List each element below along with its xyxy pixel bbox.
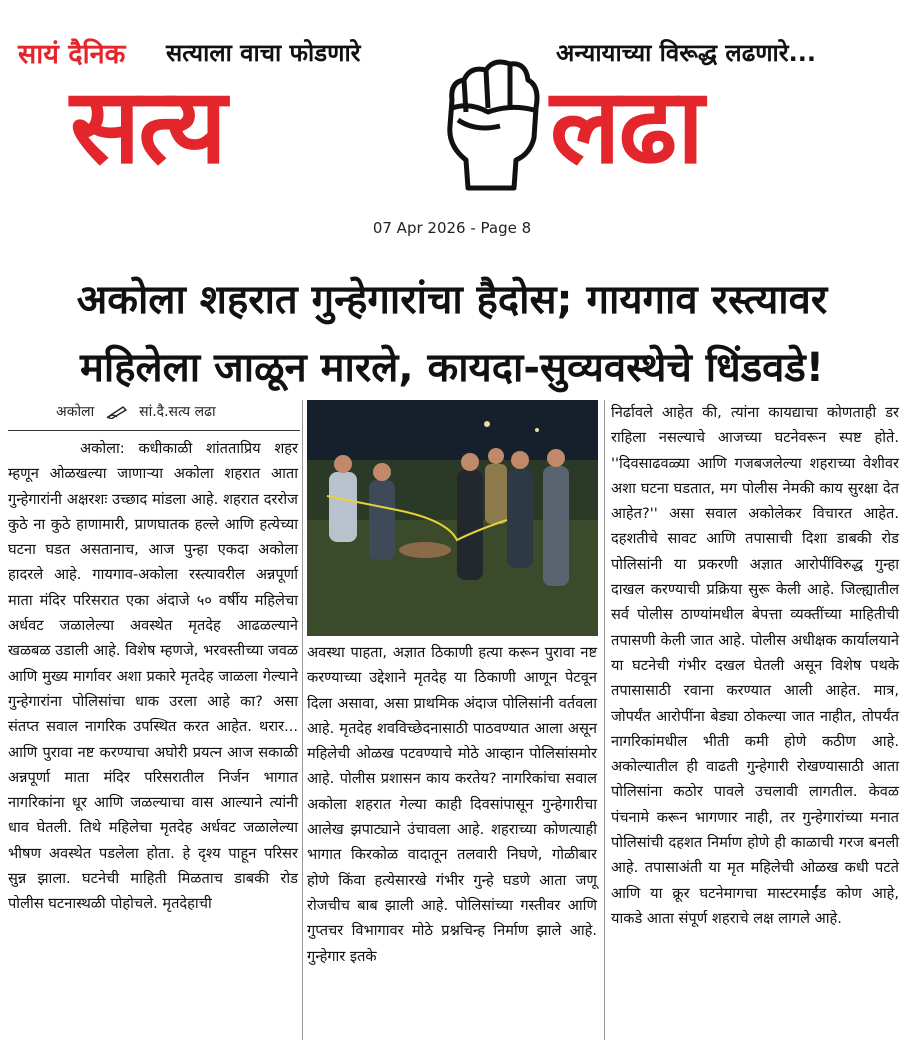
edition-date-page: 07 Apr 2026 - Page 8 [372, 219, 532, 237]
article-column-1: अकोला: कधीकाळी शांतताप्रिय शहर म्हणून ओळखल्या जाणाऱ्या अकोला शहरात आता गुन्हेगारांनी अक्षरशः उच्छाद मांडला आहे. शहरात दररोज कुठे ना कुठे हाणामारी, प्राणघातक हल्ले आणि हत्येच्या घटना घडत असतानाच, आज पुन्हा एकदा अकोला हादरले आहे. गायगाव-अकोला रस्त्यावरील अन्नपूर्णा माता मंदिर परिसरात एका अंदाजे ५० वर्षीय महिलेचा अर्धवट जळालेल्या अवस्थेत मृतदेह आढळल्याने खळबळ उडाली आहे. विशेष म्हणजे, भरवस्तीच्या जवळ आणि मुख्य मार्गावर अशा प्रकारे मृतदेह जाळला गेल्याने गुन्हेगारांना पोलिसांचा धाक उरला आहे का? असा संतप्त सवाल नागरिक उपस्थित करत आहेत. थरार... आणि पुरावा नष्ट करण्याचा अघोरी प्रयत्न आज सकाळी अन्नपूर्णा माता मंदिर परिसरातील निर्जन भागात नागरिकांना धूर आणि जळल्याचा वास आल्याने त्यांनी धाव घेतली. तिथे महिलेचा मृतदेह अर्धवट जळालेल्या भीषण अवस्थेत पडलेला होता. हे दृश्य पाहून परिसर सुन्न झाला. घटनेची माहिती मिळताच डाबकी रोड पोलीस घटनास्थळी पोहोचले. मृतदेहाची [8, 440, 298, 913]
column-divider-2 [604, 400, 605, 1040]
masthead-tagline-right: अन्यायाच्या विरूद्ध लढणारे... [556, 39, 816, 67]
masthead-tagline-left: सायं दैनिक [18, 39, 126, 70]
newspaper-name-right: लढा [550, 65, 703, 187]
byline [56, 402, 216, 421]
raised-fist-icon [430, 42, 550, 192]
article-column-2: अवस्था पाहता, अज्ञात ठिकाणी हत्या करून पुरावा नष्ट करण्याच्या उद्देशाने मृतदेह या ठिकाणी आणून पेटवून दिला असावा, असा प्राथमिक अंदाज पोलिसांनी वर्तवला आहे. मृतदेह शवविच्छेदनासाठी पाठवण्यात आला असून महिलेची ओळख पटवण्याचे मोठे आव्हान पोलिसांसमोर आहे. पोलीस प्रशासन काय करतेय? नागरिकांचा सवाल अकोला शहरात गेल्या काही दिवसांपासून गुन्हेगारीचा आलेख झपाट्याने उंचावला आहे. शहराच्या कोणत्याही भागात किरकोळ वादातून तलवारी निघणे, गोळीबार होणे किंवा हत्येसारखे गंभीर गुन्हे घडणे आता जणू रोजचीच बाब झाली आहे. पोलिसांच्या गस्तीवर आणि गुप्तचर विभागावर मोठे प्रश्नचिन्ह निर्माण झाले आहे. गुन्हेगार इतके [307, 644, 597, 965]
byline-author: सां.दै.सत्य लढा [139, 404, 216, 420]
byline-place: अकोला [56, 404, 95, 420]
column-divider-1 [302, 400, 303, 1040]
article-column-3: निर्ढावले आहेत की, त्यांना कायद्याचा कोणताही डर राहिला नसल्याचे आजच्या घटनेवरून स्पष्ट होते. ''दिवसाढवळ्या आणि गजबजलेल्या शहराच्या वेशीवर अशा घटना घडतात, मग पोलीस नेमकी काय सुरक्षा देत आहेत?'' असा सवाल अकोलेकर विचारत आहेत. दहशतीचे सावट आणि तपासाची दिशा डाबकी रोड पोलिसांनी या प्रकरणी अज्ञात आरोपींविरुद्ध गुन्हा दाखल करण्याची प्रक्रिया सुरू केली आहे. जिल्ह्यातील सर्व पोलीस ठाण्यांमधील बेपत्ता व्यक्तींच्या माहितीची तपासणी केली जात आहे. पोलीस अधीक्षक कार्यालयाने या घटनेची गंभीर दखल घेतली असून विशेष पथके तपासासाठी रवाना करण्यात आली आहेत. मात्र, जोपर्यंत आरोपींना बेड्या ठोकल्या जात नाहीत, तोपर्यंत नागरिकांमधील भीती कमी होणे कठीण आहे. अकोल्यातील ही वाढती गुन्हेगारी रोखण्यासाठी आता पोलिसांना कठोर पावले उचलावी लागतील. केवळ पंचनामे करून भागणार नाही, तर गुन्हेगारांच्या मनात पोलिसांची दहशत निर्माण होणे ही काळाची गरज बनली आहे. तपासाअंती या मृत महिलेची ओळख कधी पटते आणि या क्रूर घटनेमागचा मास्टरमाईंड कोण आहे, याकडे आता संपूर्ण शहराचे लक्ष लागले आहे. [611, 404, 899, 927]
byline-divider [8, 430, 300, 431]
pen-icon [105, 405, 129, 419]
crime-scene-photo [307, 400, 598, 636]
headline-line-1: अकोला शहरात गुन्हेगारांचा हैदोस; गायगाव रस्त्यावर [76, 277, 828, 323]
newspaper-name-left: सत्य [70, 65, 225, 187]
masthead-tagline-center: सत्याला वाचा फोडणारे [166, 39, 361, 67]
headline-line-2: महिलेला जाळून मारले, कायदा-सुव्यवस्थेचे धिंडवडे! [79, 345, 825, 391]
